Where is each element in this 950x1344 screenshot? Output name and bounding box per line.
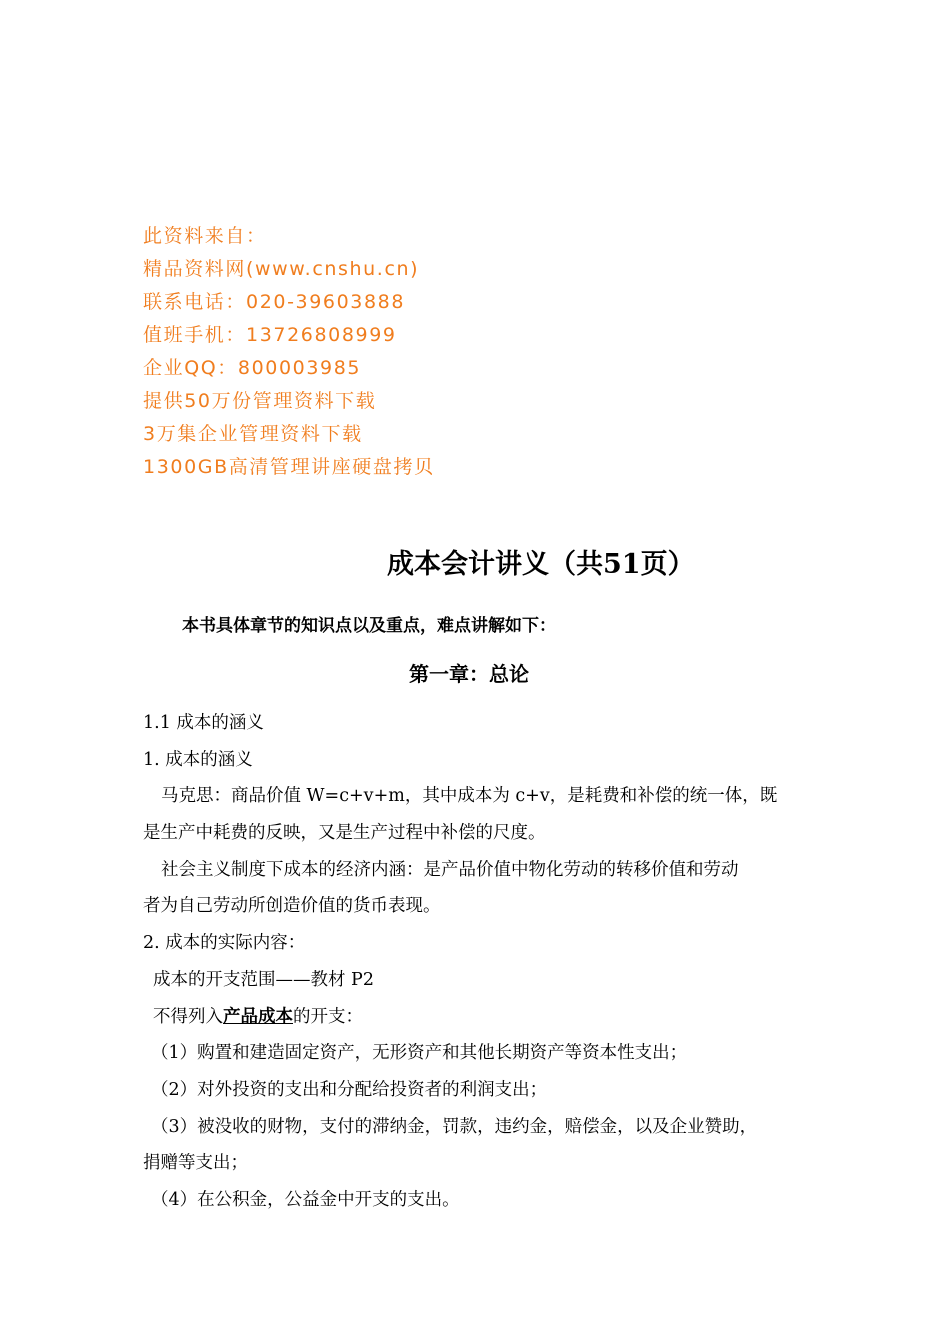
paragraph-marx-line-1: 马克思：商品价值 W=c+v+m，其中成本为 c+v，是耗费和补偿的统一体，既 — [161, 786, 778, 807]
list-item: （3）被没收的财物，支付的滞纳金，罚款，违约金，赔偿金，以及企业赞助， — [151, 1116, 758, 1137]
item-heading: 1. 成本的涵义 — [143, 749, 253, 770]
excluded-line — [143, 999, 833, 1036]
ad-line-mobile: 值班手机：13726808999 — [143, 324, 397, 346]
ad-line-qq: 企业QQ：800003985 — [143, 357, 362, 379]
list-item: （1）购置和建造固定资产，无形资产和其他长期资产等资本性支出； — [151, 1043, 688, 1064]
list-item: （4）在公积金，公益金中开支的支出。 — [151, 1189, 460, 1210]
paragraph-marx-line-2: 是生产中耗费的反映，又是生产过程中补偿的尺度。 — [143, 823, 546, 844]
list-item-continued: 捐赠等支出； — [143, 1153, 248, 1174]
ad-line-offer-3: 1300GB高清管理讲座硬盘拷贝 — [143, 456, 435, 478]
document-title: 成本会计讲义（共51页） — [387, 549, 695, 580]
excluded-prefix: 不得列入 — [153, 1006, 223, 1027]
item-heading: 2. 成本的实际内容： — [143, 933, 306, 954]
ad-line-offer-2: 3万集企业管理资料下载 — [143, 423, 363, 445]
body-content — [143, 705, 833, 1219]
scope-line: 成本的开支范围——教材 P2 — [153, 969, 374, 990]
paragraph-social-line-2: 者为自己劳动所创造价值的货币表现。 — [143, 896, 441, 917]
ad-line-phone: 联系电话：020-39603888 — [143, 291, 406, 313]
source-ad-block — [143, 220, 435, 484]
intro-text: 本书具体章节的知识点以及重点，难点讲解如下： — [182, 616, 556, 636]
ad-line-source: 此资料来自： — [143, 225, 267, 247]
ad-line-website: 精品资料网(www.cnshu.cn) — [143, 258, 420, 280]
section-heading: 1.1 成本的涵义 — [143, 713, 264, 733]
excluded-suffix: 的开支： — [293, 1006, 363, 1027]
list-item: （2）对外投资的支出和分配给投资者的利润支出； — [151, 1079, 548, 1100]
ad-line-offer-1: 提供50万份管理资料下载 — [143, 390, 377, 412]
excluded-emphasis: 产品成本 — [223, 1006, 293, 1027]
paragraph-social-line-1: 社会主义制度下成本的经济内涵：是产品价值中物化劳动的转移价值和劳动 — [161, 859, 739, 880]
chapter-heading: 第一章：总论 — [409, 662, 529, 686]
